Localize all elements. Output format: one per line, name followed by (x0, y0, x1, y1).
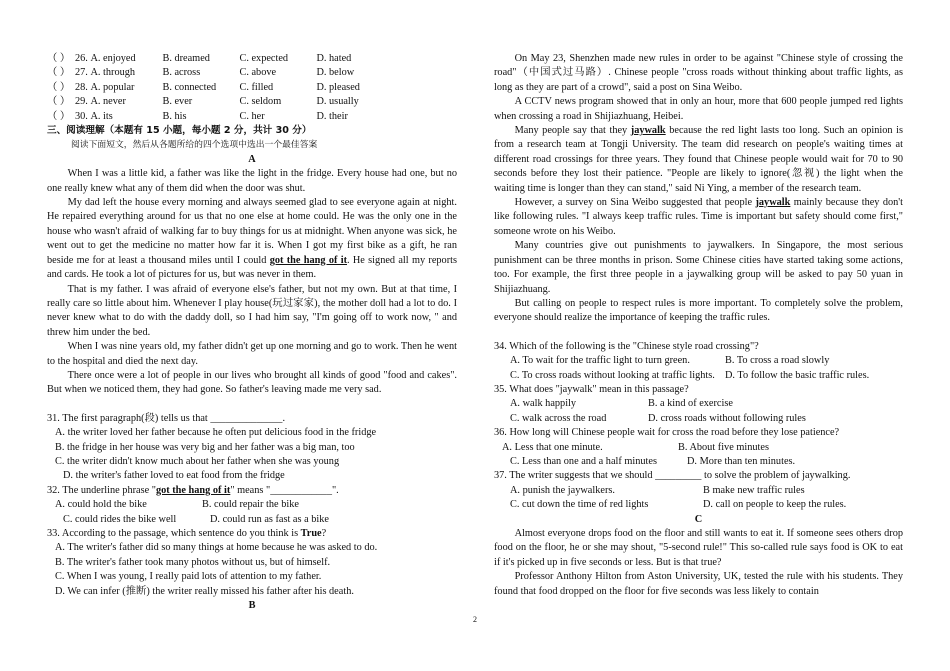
option-row: A. To wait for the traffic light to turn green. B. To cross a road slowly (510, 355, 830, 367)
option: A. The writer's father did so many things at home because he was asked to do. (55, 542, 378, 554)
option: B. The writer's father took many photos without us, but of himself. (55, 556, 331, 568)
option-row: C. could rides the bike well D. could run as fast as a bike (63, 513, 329, 525)
underlined-phrase: got the hang of it (269, 254, 347, 266)
option: B. the fridge in her house was very big and her father was a big man, too (55, 441, 355, 453)
answer-bracket: （ ） (47, 81, 71, 93)
cloze-row-27: （ ） 27. A. through B. across C. above D. below (47, 66, 457, 80)
question-36: 36. How long will Chinese people wait for cross the road before they lose patience? (494, 427, 840, 439)
underlined-phrase: got the hang of it (155, 484, 231, 496)
question-34: 34. Which of the following is the "Chinese style road crossing"? (494, 340, 759, 352)
paragraph: A CCTV news program showed that in only an hour, more that 600 people jumped red lights when crossing a road in Shijiazhuang, Heibei. (494, 96, 903, 122)
paragraph: When I was nine years old, my father didn't get up one morning and go to work. Then he went to the hospital and died the next day. (47, 341, 457, 367)
paragraph: Almost everyone drops food on the floor and still wants to eat it. If someone sees others drop food on the floor, he or she may shout, "5-second rule!" This so-called rule says food is OK to eat if it's picked up in five seconds or less. But is that true? (494, 528, 903, 568)
option: D. the writer's father loved to eat food from the fridge (63, 470, 285, 482)
paragraph: However, a survey on Sina Weibo suggested that people jaywalk mainly because they don't like following rules. "I always keep traffic rules. Time is important but safety should come first," someone wrote on his Weibo. (494, 197, 903, 237)
passage-label: B (248, 600, 256, 612)
question-33: 33. According to the passage, which sentence do you think is True? (47, 528, 327, 539)
paragraph: Professor Anthony Hilton from Aston University, UK, tested the rule with his students. They found that food dropped on the floor for five seconds was less likely to contain (494, 571, 903, 597)
option-row: A. Less that one minute. B. About five minutes (502, 441, 769, 453)
option-row: A. punish the jaywalkers. B make new traffic rules (510, 484, 805, 496)
section-heading: 三、阅读理解（本题有 15 小题，每小题 2 分，共计 30 分） (47, 125, 312, 137)
paragraph: But calling on people to respect rules is more important. To completely solve the problem, everyone should realize the importance of keeping the traffic rules. (494, 297, 903, 324)
underlined-word: jaywalk (755, 197, 791, 209)
paragraph: My dad left the house every morning and always seemed glad to see everyone again at night. He repaired everything around for us that no one else at home could. He was the only one in the house who wasn't afraid of walking far to buy things for us at midnight. When anyone was sick, he went out to get the medicine no matter how far it is. When I got my first bike as a gift, he ran beside me for at least a thousand miles until I could got the hang of it. He signed all my reports and cards. He took a lot of pictures for us, but was never in them. (47, 197, 457, 281)
answer-bracket: （ ） (47, 96, 71, 108)
question-35: 35. What does "jaywalk" mean in this passage? (494, 383, 689, 395)
answer-bracket: （ ） (47, 53, 71, 64)
underlined-word: jaywalk (630, 125, 666, 137)
section-instruction: 阅读下面短文，然后从各题所给的四个选项中选出一个最佳答案 (71, 140, 318, 151)
paragraph: When I was a little kid, a father was like the light in the fridge. Every house had one, but no one really knew what any of them did when the door was shut. (47, 168, 457, 194)
left-column (47, 52, 457, 613)
option-row: A. could hold the bike B. could repair the bike (55, 499, 299, 511)
option-row: C. To cross roads without looking at traffic lights. D. To follow the basic traffic rules. (510, 369, 870, 381)
paragraph: There once were a lot of people in our lives who brought all kinds of good "food and cakes". But when we noticed them, they had gone. So father's leaving made me very sad. (47, 369, 457, 396)
cloze-row-28: （ ） 28. A. popular B. connected C. filled D. pleased (47, 81, 457, 95)
cloze-row-26: （ ） 26. A. enjoyed B. dreamed C. expected D. hated (47, 52, 457, 66)
answer-bracket: （ ） (47, 67, 71, 79)
question-31: 31. The first paragraph(段) tells us that ______________. (47, 412, 286, 424)
option-row: C. cut down the time of red lights D. call on people to keep the rules. (510, 499, 847, 511)
cloze-row-29: （ ） 29. A. never B. ever C. seldom D. usually (47, 95, 457, 109)
passage-label: C (694, 513, 703, 525)
option: C. When I was young, I really paid lots of attention to my father. (55, 571, 322, 583)
paragraph: On May 23, Shenzhen made new rules in order to be against "Chinese style of crossing the road"（中国式过马路）. Chinese people "cross roads without thinking about traffic lights, as long as they are part of a crowd", said a post on Sina Weibo. (494, 53, 903, 93)
option-row: A. walk happily B. a kind of exercise (510, 398, 733, 410)
paragraph: Many people say that they jaywalk because the red light lasts too long. Such an opinion is from a research team at Tongji University. The team did research on people's waiting times at different road crossings for three years. They found that Chinese people would wait for 70 to 90 seconds before they lost their patience. "People are likely to ignore(忽视) the light when the waiting time is longer than they can stand," said Ni Ying, a member of the research team. (494, 125, 903, 194)
question-37: 37. The writer suggests that we should _________ to solve the problem of jaywalking. (494, 470, 851, 482)
option-row: C. walk across the road D. cross roads without following rules (510, 412, 806, 424)
option: A. the writer loved her father because he often put delicious food in the fridge (55, 427, 377, 439)
option-row: C. Less than one and a half minutes D. More than ten minutes. (510, 455, 796, 467)
option: D. We can infer (推断) the writer really missed his father after his death. (55, 585, 354, 597)
paragraph: Many countries give out punishments to jaywalkers. In Singapore, the most serious punishment can be three months in prison. Some Chinese cities have started taking some actions, too. For example, the first three people in a jaywalking group will be asked to pay 50 yuan in Shijiazhuang. (494, 240, 903, 295)
paragraph: That is my father. I was afraid of everyone else's father, but not my own. But at that time, I really care so little about him. Whenever I play house(玩过家家), the mother doll had a lot to do. I never knew what to do with the daddy doll, so I had him say, "I'm going off to work now, " and threw him under the bed. (47, 283, 457, 338)
page-number: 2 (473, 615, 477, 624)
answer-bracket: （ ） (47, 110, 71, 122)
passage-label: A (248, 153, 256, 165)
right-column (494, 52, 903, 599)
cloze-options (47, 52, 457, 124)
cloze-row-30: （ ） 30. A. its B. his C. her D. their (47, 110, 457, 124)
question-32: 32. The underline phrase "got the hang of it" means "____________". (47, 484, 339, 496)
option: C. the writer didn't know much about her father when she was young (55, 455, 340, 467)
